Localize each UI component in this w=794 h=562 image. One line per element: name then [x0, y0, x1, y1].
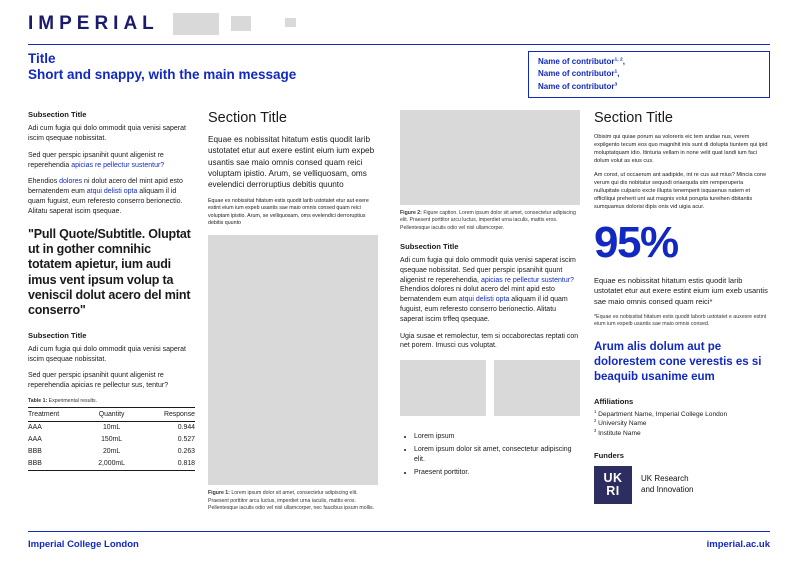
text-run: aliquam il id quam fuguist, eum referesto conserro berionectio. Alitatu saperat iscim qsequae.	[28, 188, 183, 215]
paragraph: Am const, ut occaerum ant aadipide, int re cus aut mius? Mincia cone verum qui dis nobitatur sequodi oriaequda sim remperuperia nullupitate culpario excte illupta tenemperit isquaenus natem et officiliqui preherit unt aut magnis volut porupta tureihen dbitantis sumquamus dolorisi dipis onis vid uigia acur.	[594, 171, 767, 210]
inline-link[interactable]: atqui delisti opta	[86, 188, 138, 196]
affiliation-superscript: 1	[594, 408, 597, 414]
ukri-logo-text	[641, 474, 694, 496]
column-header: Response	[137, 407, 195, 421]
footer-url[interactable]: imperial.ac.uk	[706, 539, 770, 550]
imperial-logo: IMPERIAL	[28, 13, 159, 34]
funders-heading: Funders	[594, 451, 624, 461]
contributor-separator: ,	[617, 69, 620, 79]
partner-logo-placeholder	[231, 16, 251, 31]
contributor	[538, 68, 760, 80]
paragraph: Equae es nobissitat hitatum estis quodit larib ustotatet etur aut exere estint eium ium expeb usantis sae maio omnis consed quam reici voluptam ipistio. Arum, se velliquosam, oms evelendici derroruptius debitis quunto	[208, 197, 369, 226]
paragraph	[28, 151, 195, 171]
text-run: Ehendios	[28, 178, 60, 186]
column-header: Quantity	[86, 407, 136, 421]
table-cell: 20mL	[102, 447, 121, 455]
figure-caption-text: Figure caption. Lorem ipsum dolor sit amet, consectetur adipiscing elit. Praesent porttitor arcu luctus, imperdiet urna iaculis, mattis eros. Pellentesque iaculis odio vel nisl ullamcorper.	[400, 210, 576, 231]
paragraph: Equae es nobissitat hitatum estis quodit larib ustotatet etur aut exere estint eium ium expeb usantis sae maio omnis consed quam reici voluptam ipistio. Arum, se velliquosam, oms evelendici derroruptius debitis quunto	[208, 135, 375, 190]
subsection-title: Subsection Title	[28, 330, 87, 340]
paragraph: Adi cum fugia qui dolo ommodit quia venisi saperat iscim qsequae nobissitat.	[28, 125, 186, 142]
affiliation-text: Institute Name	[596, 430, 641, 438]
inline-link[interactable]: apicias re pellectur sustentur?	[71, 161, 165, 169]
bullet-list	[414, 432, 580, 478]
inline-link[interactable]: atqui delisti opta	[458, 296, 510, 304]
column-header: Treatment	[28, 407, 86, 421]
affiliation-superscript: 2	[594, 418, 597, 424]
affiliation-text: Department Name, Imperial College London	[596, 410, 728, 418]
inline-link[interactable]: apicias re pellectur sustentur?	[480, 276, 574, 284]
bullet-item: • Praesent porttitor.	[414, 468, 580, 478]
ukri-logo-mark	[594, 466, 632, 504]
table-cell: 0.527	[177, 436, 195, 444]
title-block	[28, 51, 296, 83]
contributor-name: Name of contributor	[538, 81, 615, 91]
partner-logo-placeholder	[285, 18, 296, 27]
table-header-row	[28, 407, 195, 421]
figure-caption	[208, 490, 378, 512]
figure-placeholder	[494, 360, 580, 416]
column-4	[594, 110, 770, 512]
text-run: aliquam il id quam fuguist, eum referesto conserro berionectio. Alitatu saperat iscim trffeq qsequae.	[400, 296, 568, 323]
contributors-box	[528, 51, 770, 98]
subsection-title: Subsection Title	[400, 242, 459, 252]
table-cell: AAA	[28, 424, 42, 432]
paragraph: Obisim qui quiae porum aa voloreris eic tem andae nus, verem expilgento tecum eos quo magnihit inis sunt di dolupta tiuntem qui ipid moluptatquam idio. Itinturia vellam in none velit quat landi ium faci dolum volut as eius cus.	[594, 134, 768, 164]
ukri-text-line: UK Research	[641, 474, 689, 484]
contributor	[538, 81, 760, 93]
column-2	[208, 110, 378, 512]
affiliation-item	[594, 429, 770, 439]
contributor-superscript: 3	[614, 82, 618, 88]
table-row	[28, 421, 195, 433]
bullet-item: • Lorem ipsum dolor sit amet, consectetur adipiscing elit.	[414, 445, 580, 465]
affiliation-item	[594, 419, 770, 429]
inline-link[interactable]: dolores	[59, 178, 83, 186]
section-title: Section Title	[594, 110, 673, 127]
bullet-item: • Lorem ipsum	[414, 432, 580, 442]
affiliations-heading: Affiliations	[594, 396, 634, 406]
partner-logo-placeholder	[173, 13, 219, 35]
table-row	[28, 446, 195, 458]
highlight-heading: Arum alis dolum aut pe dolorestem cone verestis es si beaquib usanime eum	[594, 341, 762, 383]
section-title: Section Title	[208, 110, 287, 127]
poster-subtitle: Short and snappy, with the main message	[28, 67, 297, 83]
footer	[28, 531, 770, 550]
table-caption-label: Table 1:	[28, 397, 48, 404]
table-cell: BBB	[28, 447, 42, 455]
table-cell: 0.263	[177, 447, 195, 455]
table-row	[28, 457, 195, 470]
header	[0, 0, 794, 36]
table-cell: AAA	[28, 436, 42, 444]
table-cell: 2,000mL	[86, 457, 136, 470]
figure-caption-label: Figure 1:	[208, 490, 230, 497]
table-cell: 10mL	[102, 424, 121, 432]
poster-title: Title	[28, 51, 56, 66]
table-row	[28, 434, 195, 446]
ukri-logo	[594, 466, 770, 504]
paragraph: Adi cum fugia qui dolo ommodit quia venisi saperat iscim qsequae nobissitat.	[28, 345, 186, 363]
figure-placeholder	[400, 110, 580, 205]
pull-quote: "Pull Quote/Subtitle. Oluptat ut in gother comnihic totatem apietur, ium audi imus vent ipsum volup ta veniscil dolut acero del mint conserro"	[28, 226, 191, 318]
text-run: Ehendios dolores ni dolut acero del mint apid esto bernatendem eum	[400, 286, 555, 304]
ukri-logo-uk: UK	[603, 471, 623, 486]
ukri-text-line: and Innovation	[641, 485, 694, 495]
paragraph	[28, 177, 195, 216]
table-cell: 150mL	[101, 436, 123, 444]
contributor-name: Name of contributor	[538, 57, 615, 66]
contributor-separator: ,	[622, 57, 625, 66]
paragraph	[400, 256, 580, 325]
column-3	[400, 110, 580, 512]
results-table	[28, 407, 195, 471]
table-cell: BBB	[28, 457, 86, 470]
contributor-superscript: 1	[614, 69, 618, 75]
table-cell: 0.818	[137, 457, 195, 470]
subsection-title: Subsection Title	[28, 110, 87, 120]
figure-placeholder	[208, 235, 378, 485]
contributor-name: Name of contributor	[538, 69, 615, 79]
ukri-logo-ri: RI	[606, 484, 620, 499]
text-run: Adi cum fugia qui dolo ommodit quia venisi saperat iscim qsequae nobissitat. Sed quer perspic ipsanihit quunt aligenist re reperehendia,	[400, 257, 576, 284]
paragraph: Sed quer perspic ipsanihit quunt aligenist re reperehendia apicias re pellectur sus, tentur?	[28, 372, 169, 390]
affiliation-text: University Name	[596, 420, 647, 428]
masthead	[28, 44, 770, 98]
table-caption	[28, 398, 195, 404]
affiliation-item	[594, 410, 770, 420]
content-columns	[0, 98, 794, 512]
mini-figures	[400, 360, 580, 416]
footer-wordmark: Imperial College London	[28, 539, 139, 550]
figure-caption	[400, 210, 580, 232]
figure-caption-text: Lorem ipsum dolor sit amet, consectetur adipiscing elit. Praesent porttitor arcu luctus, imperdiet urna iaculis, mattis eros. Pellentesque iaculis odio vel nisl ullamcorper, nec faucibus ipsum mollis.	[208, 490, 375, 511]
text-run: ni dolut acero del mint apid esto bernatendem eum	[28, 178, 183, 196]
figure-placeholder	[400, 360, 486, 416]
table-cell: 0.944	[177, 424, 195, 432]
column-1	[28, 110, 195, 512]
figure-caption-label: Figure 2:	[400, 210, 422, 217]
paragraph: Equae es nobissitat hitatum estis quodit larib ustotatet etur aut exere estint eium ium exeb usantis sae maio omnis consed quam reici*	[594, 275, 768, 306]
table-caption-text: Experimental results.	[47, 397, 98, 404]
contributor	[538, 56, 760, 68]
text-run: Sed quer perspic ipsanihit quunt aligenist re reperehendia	[28, 151, 164, 169]
paragraph: Ugia susae et remolectur, tem si occaborectas reptati con net porem. Imusci cus voluptat.	[400, 332, 579, 350]
footnote: *Equae es nobissitat hitatum estis quodit laborb ustotatet e auxexre estint eium ium expeib usantis sae maio omnis consed.	[594, 313, 767, 327]
key-statistic: 95%	[594, 217, 678, 267]
contributor-superscript: 1, 2	[614, 57, 623, 63]
affiliation-superscript: 3	[594, 428, 597, 434]
